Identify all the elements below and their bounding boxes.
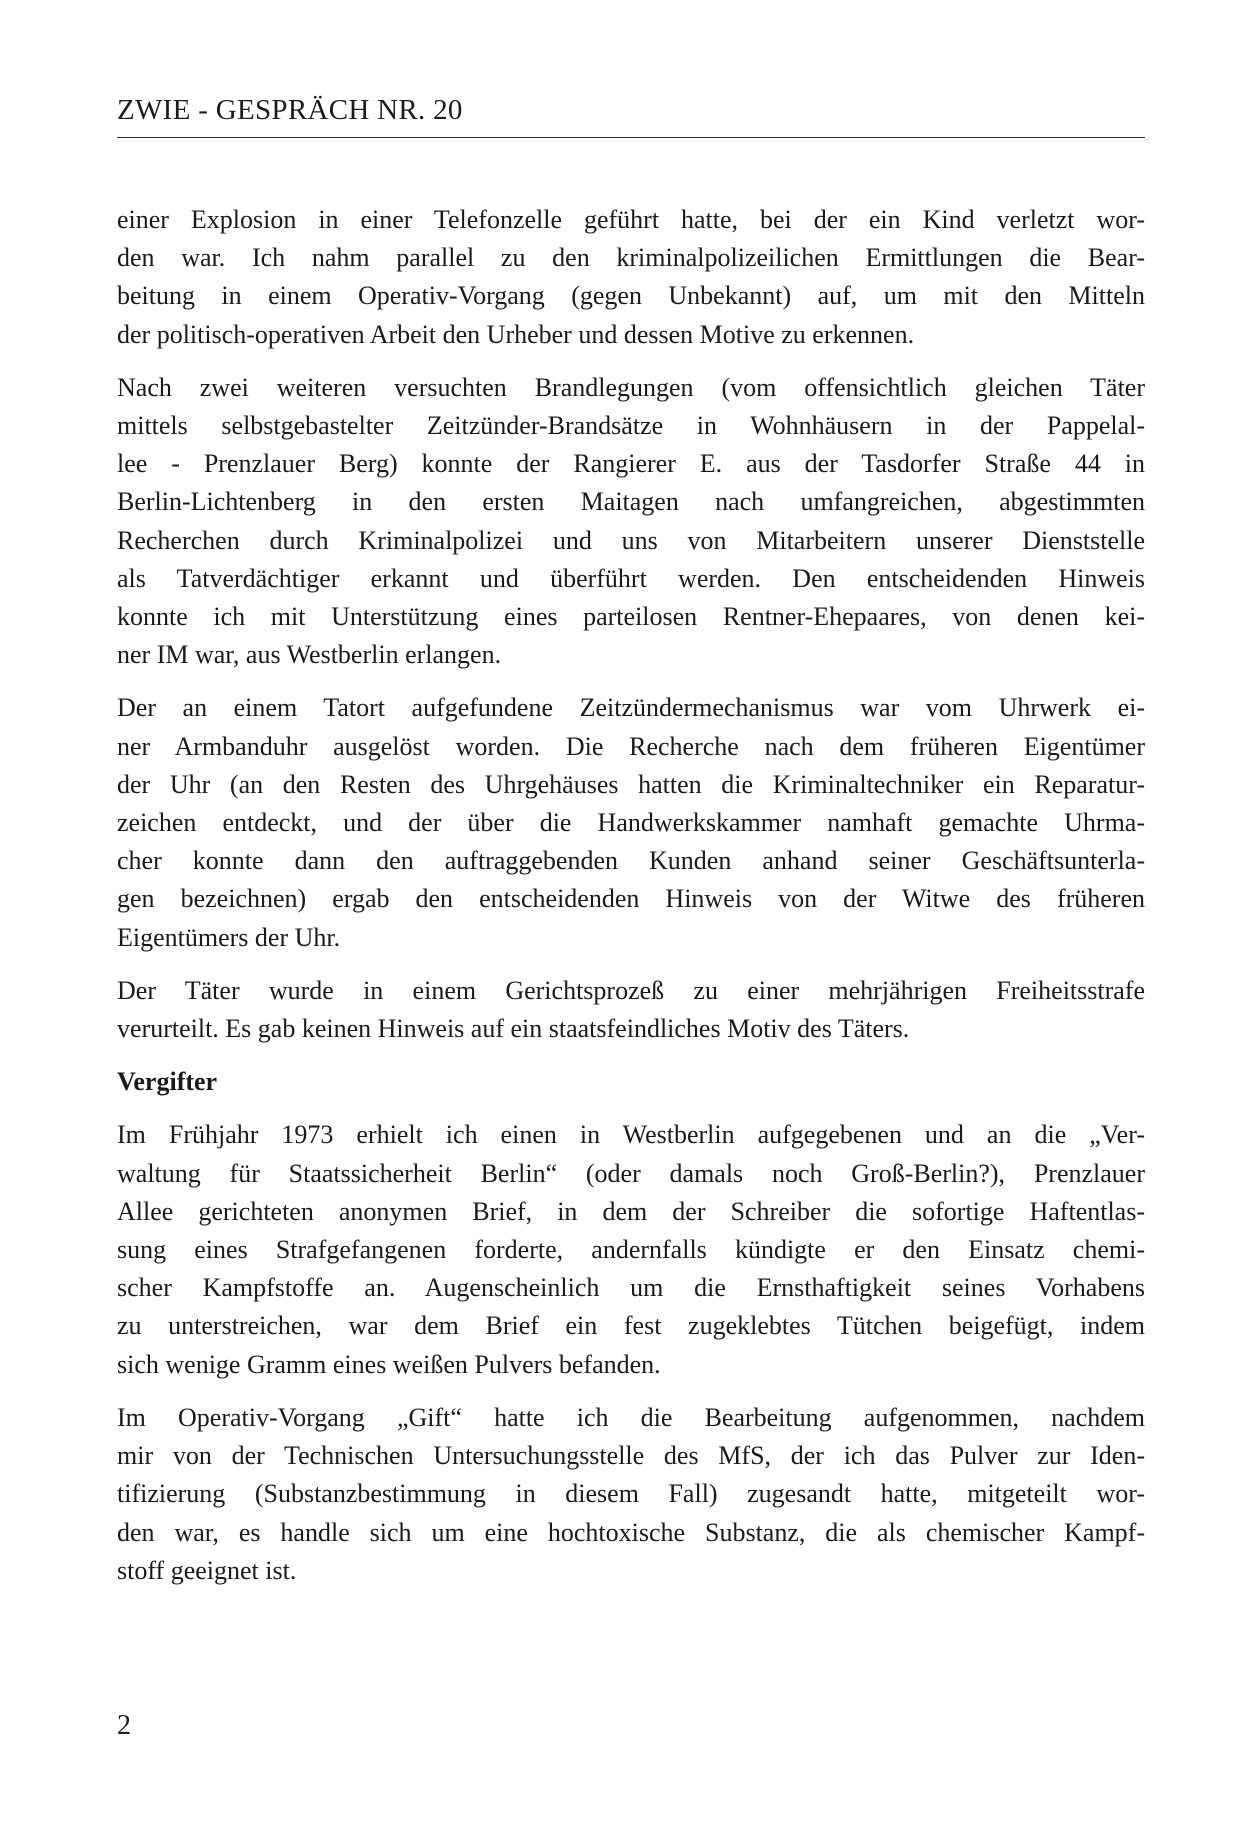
text-line: Nach zwei weiteren versuchten Brandlegungen (vom offensichtlich gleichen Täter — [117, 372, 1145, 402]
text-line: gen bezeichnen) ergab den entscheidenden Hinweis von der Witwe des früheren — [117, 884, 1145, 914]
paragraph — [117, 1399, 1145, 1590]
page-number: 2 — [117, 1710, 131, 1741]
text-line: sung eines Strafgefangenen forderte, andernfalls kündigte er den Einsatz chemi- — [117, 1235, 1145, 1265]
running-header: ZWIE - GESPRÄCH NR. 20 — [117, 94, 463, 126]
text-line: tifizierung (Substanzbestimmung in diesem Fall) zugesandt hatte, mitgeteilt wor- — [117, 1479, 1145, 1509]
text-line: Berlin-Lichtenberg in den ersten Maitagen nach umfangreichen, abgestimmten — [117, 487, 1145, 517]
text-line: Der Täter wurde in einem Gerichtsprozeß zu einer mehrjährigen Freiheitsstrafe — [117, 975, 1145, 1005]
section-heading: Vergifter — [117, 1067, 218, 1097]
text-line: den war, es handle sich um eine hochtoxische Substanz, die als chemischer Kampf- — [117, 1517, 1145, 1547]
paragraph — [117, 689, 1145, 956]
header-divider — [117, 137, 1145, 138]
text-line: Im Operativ-Vorgang „Gift“ hatte ich die Bearbeitung aufgenommen, nachdem — [117, 1402, 1145, 1432]
text-line: cher konnte dann den auftraggebenden Kunden anhand seiner Geschäftsunterla- — [117, 846, 1145, 876]
text-line: beitung in einem Operativ-Vorgang (gegen Unbekannt) auf, um mit den Mitteln — [117, 281, 1145, 311]
text-line: sich wenige Gramm eines weißen Pulvers befanden. — [117, 1349, 661, 1379]
text-line: ner IM war, aus Westberlin erlangen. — [117, 640, 502, 670]
paragraph — [117, 369, 1145, 675]
text-line: mittels selbstgebastelter Zeitzünder-Brandsätze in Wohnhäusern in der Pappelal- — [117, 411, 1145, 441]
text-line: konnte ich mit Unterstützung eines parteilosen Rentner-Ehepaares, von denen kei- — [117, 602, 1145, 632]
body-text — [117, 201, 1145, 1605]
text-line: verurteilt. Es gab keinen Hinweis auf ein staatsfeindliches Motiv des Täters. — [117, 1014, 910, 1044]
text-line: einer Explosion in einer Telefonzelle geführt hatte, bei der ein Kind verletzt wor- — [117, 205, 1145, 234]
text-line: der politisch-operativen Arbeit den Urheber und dessen Motive zu erkennen. — [117, 319, 915, 349]
text-line: der Uhr (an den Resten des Uhrgehäuses hatten die Kriminaltechniker ein Reparatur- — [117, 769, 1145, 799]
text-line: Der an einem Tatort aufgefundene Zeitzündermechanismus war vom Uhrwerk ei- — [117, 693, 1145, 723]
text-line: stoff geeignet ist. — [117, 1555, 297, 1585]
text-line: ner Armbanduhr ausgelöst worden. Die Recherche nach dem früheren Eigentümer — [117, 731, 1145, 761]
text-line: Im Frühjahr 1973 erhielt ich einen in Westberlin aufgegebenen und an die „Ver- — [117, 1120, 1145, 1150]
text-line: Recherchen durch Kriminalpolizei und uns von Mitarbeitern unserer Dienststelle — [117, 525, 1145, 555]
text-line: lee - Prenzlauer Berg) konnte der Rangierer E. aus der Tasdorfer Straße 44 in — [117, 449, 1145, 479]
text-line: zu unterstreichen, war dem Brief ein fest zugeklebtes Tütchen beigefügt, indem — [117, 1311, 1145, 1341]
text-line: waltung für Staatssicherheit Berlin“ (oder damals noch Groß-Berlin?), Prenzlauer — [117, 1158, 1145, 1188]
text-line: Eigentümers der Uhr. — [117, 922, 341, 952]
text-line: den war. Ich nahm parallel zu den kriminalpolizeilichen Ermittlungen die Bear- — [117, 243, 1145, 273]
paragraph — [117, 201, 1145, 354]
paragraph — [117, 972, 1145, 1048]
text-line: mir von der Technischen Untersuchungsstelle des MfS, der ich das Pulver zur Iden- — [117, 1441, 1145, 1471]
text-line: zeichen entdeckt, und der über die Handwerkskammer namhaft gemachte Uhrma- — [117, 808, 1145, 838]
text-line: als Tatverdächtiger erkannt und überführt werden. Den entscheidenden Hinweis — [117, 563, 1145, 593]
paragraph — [117, 1116, 1145, 1383]
text-line: Allee gerichteten anonymen Brief, in dem der Schreiber die sofortige Haftentlas- — [117, 1196, 1145, 1226]
text-line: scher Kampfstoffe an. Augenscheinlich um die Ernsthaftigkeit seines Vorhabens — [117, 1273, 1145, 1303]
